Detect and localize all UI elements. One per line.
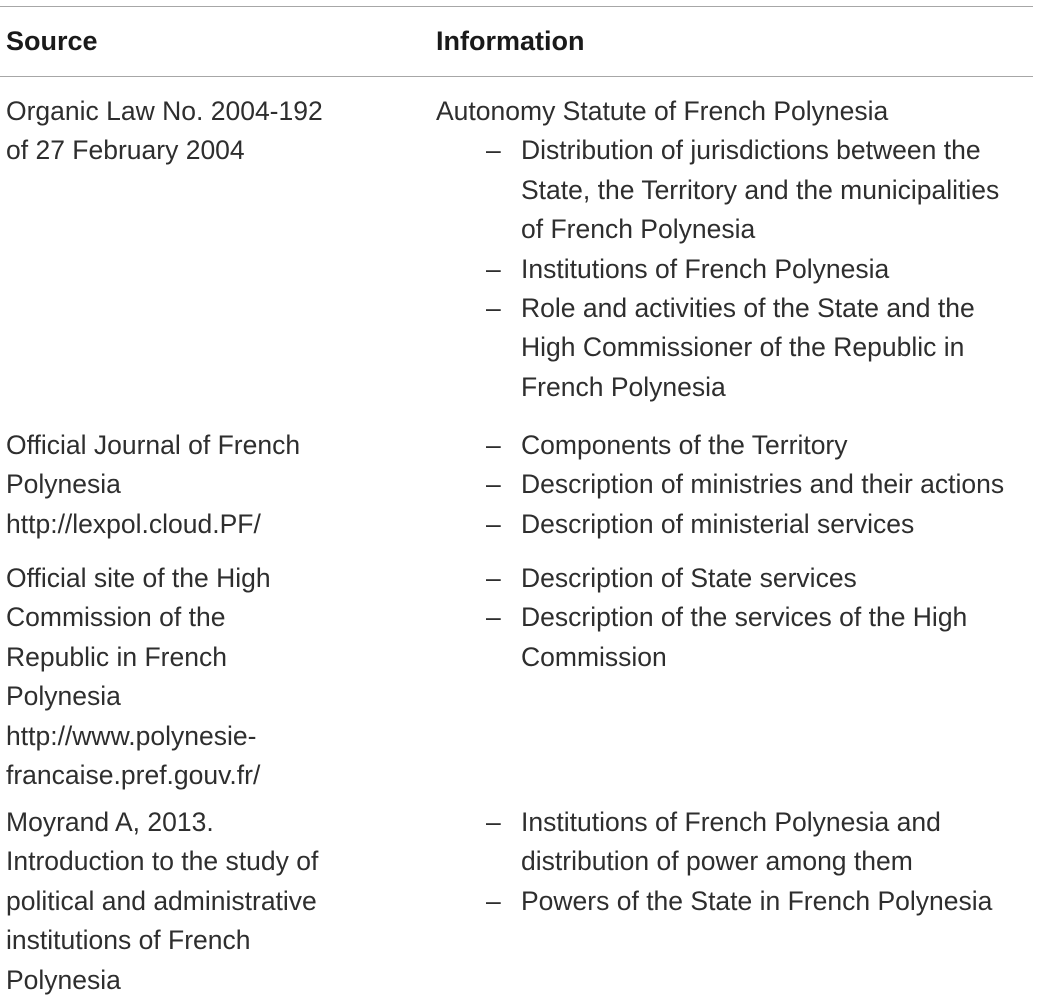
list-item-line: Distribution of jurisdictions between the <box>521 135 981 166</box>
source-line: of 27 February 2004 <box>6 135 245 166</box>
list-item-line: Description of ministries and their actions <box>521 469 1005 500</box>
information-cell <box>436 559 1036 677</box>
dash-bullet: – <box>486 885 501 916</box>
list-item-line: Institutions of French Polynesia and <box>521 807 941 837</box>
source-cell <box>6 559 406 795</box>
list-item-line: Role and activities of the State and the <box>521 293 975 324</box>
source-cell <box>6 92 406 171</box>
source-cell <box>6 803 406 1000</box>
list-item-line: Description of ministerial services <box>521 508 915 539</box>
source-line: Moyrand A, 2013. <box>6 807 214 837</box>
list-item-line: High Commissioner of the Republic in <box>521 332 965 363</box>
dash-bullet: – <box>486 293 501 324</box>
list-item-line: French Polynesia <box>521 371 726 402</box>
list-item <box>436 426 1036 465</box>
list-item-line: Description of State services <box>521 563 857 593</box>
source-line: Polynesia <box>6 469 121 500</box>
list-item <box>436 250 1036 289</box>
source-line: political and administrative <box>6 885 317 916</box>
table-top-rule <box>0 6 1033 7</box>
list-item <box>436 803 1036 882</box>
source-line: http://www.polynesie- <box>6 720 257 751</box>
information-cell <box>436 426 1036 544</box>
list-item <box>436 465 1036 504</box>
source-line: Polynesia <box>6 681 121 712</box>
dash-bullet: – <box>486 563 501 593</box>
information-lead: Autonomy Statute of French Polynesia <box>436 96 889 126</box>
source-line: Official site of the High <box>6 563 271 593</box>
list-item <box>436 131 1036 249</box>
list-item-line: Powers of the State in French Polynesia <box>521 885 993 916</box>
list-item <box>436 505 1036 544</box>
source-line: Official Journal of French <box>6 430 301 460</box>
source-line: Introduction to the study of <box>6 846 319 877</box>
table-header-rule <box>0 76 1033 77</box>
list-item-line: distribution of power among them <box>521 846 913 877</box>
dash-bullet: – <box>486 469 501 500</box>
list-item-line: Institutions of French Polynesia <box>521 253 890 284</box>
dash-bullet: – <box>486 602 501 633</box>
source-cell <box>6 426 406 544</box>
column-header-source: Source <box>6 26 98 56</box>
source-line: francaise.pref.gouv.fr/ <box>6 760 261 791</box>
source-line: Commission of the <box>6 602 226 633</box>
dash-bullet: – <box>486 253 501 284</box>
list-item-line: Commission <box>521 641 667 672</box>
information-cell <box>436 803 1036 921</box>
list-item <box>436 882 1036 921</box>
dash-bullet: – <box>486 430 501 460</box>
source-line: http://lexpol.cloud.PF/ <box>6 508 261 539</box>
source-line: Polynesia <box>6 964 121 995</box>
dash-bullet: – <box>486 807 501 837</box>
list-item-line: of French Polynesia <box>521 214 756 245</box>
dash-bullet: – <box>486 135 501 166</box>
list-item-line: Description of the services of the High <box>521 602 968 633</box>
information-cell <box>436 92 1036 407</box>
list-item <box>436 559 1036 598</box>
list-item <box>436 289 1036 407</box>
list-item <box>436 598 1036 677</box>
list-item-line: Components of the Territory <box>521 430 848 460</box>
source-line: Republic in French <box>6 641 227 672</box>
dash-bullet: – <box>486 508 501 539</box>
source-line: institutions of French <box>6 925 251 956</box>
source-line: Organic Law No. 2004-192 <box>6 96 323 126</box>
list-item-line: State, the Territory and the municipalities <box>521 174 1000 205</box>
column-header-information: Information <box>436 26 585 56</box>
